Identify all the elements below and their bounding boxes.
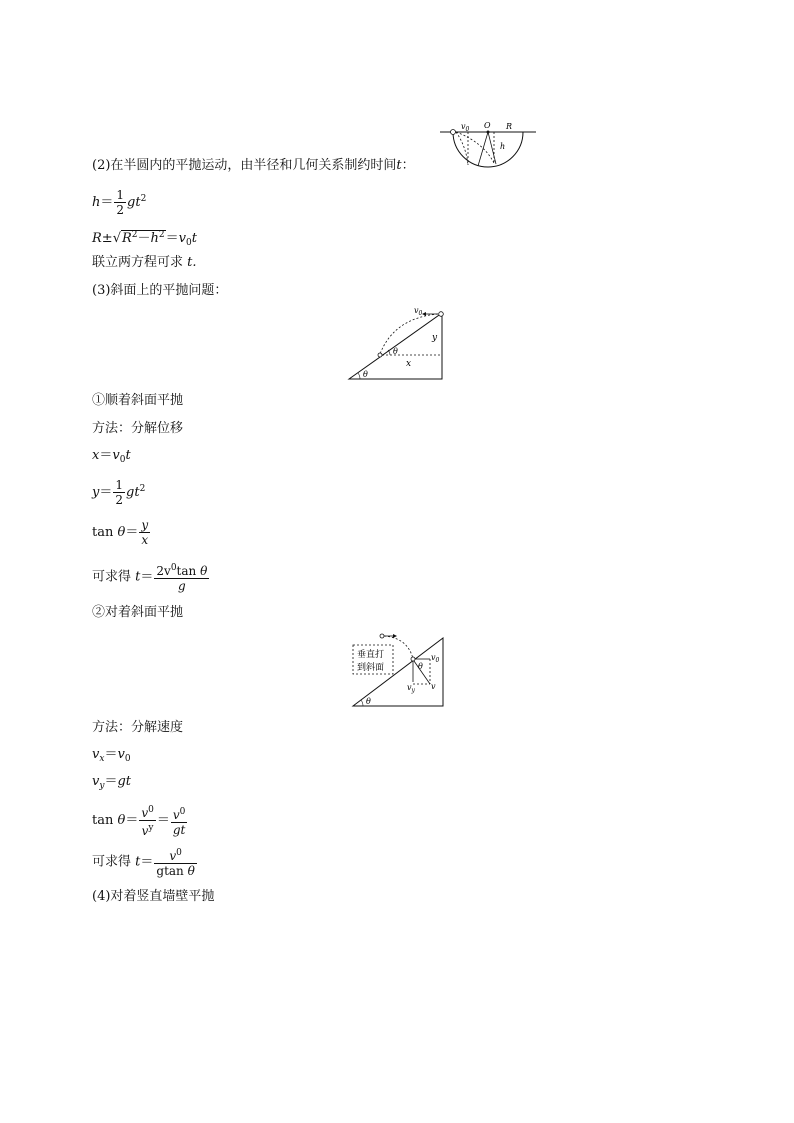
- fraction: $\frac{v^0}{v^y}$: [141, 805, 154, 838]
- fig1-v0-label: $v_0$: [414, 306, 423, 317]
- semicircle-diagram: [438, 118, 538, 174]
- fig1-x-label: x: [406, 359, 412, 369]
- incline-diagram-1: [346, 306, 446, 382]
- fig2-v-label: v: [431, 682, 436, 691]
- case1-eq-tan: tan θ＝ $\frac{y}{x}$: [92, 518, 149, 547]
- fig2-theta-bottom: θ: [366, 697, 371, 706]
- incline-figure-2: [350, 630, 446, 708]
- sec2-eq1: h＝ $\frac{1}{2}$ $gt^2$: [92, 188, 147, 217]
- fig1-theta-bottom: θ: [363, 370, 368, 379]
- sec4-heading: (4)对着竖直墙壁平抛: [92, 889, 215, 904]
- fig2-box-line1: 垂直打: [357, 650, 385, 660]
- fig-h-label: h: [500, 142, 506, 151]
- fig1-y-label: y: [432, 333, 438, 343]
- fig2-box-line2: 到斜面: [357, 663, 385, 673]
- fig2-vx-label: $v_0$: [431, 653, 440, 664]
- sec2-heading: (2)在半圆内的平抛运动，由半径和几何关系制约时间t：: [92, 158, 415, 173]
- case2-eq-vx: $v_x=v_0$: [92, 747, 131, 764]
- fraction: $\frac{1}{2}$: [116, 188, 125, 217]
- fraction: $\frac{v^0}{gt}$: [172, 806, 186, 837]
- semicircle-figure: [438, 118, 538, 174]
- case1-eq-y: y＝ $\frac{1}{2}$ $gt^2$: [92, 478, 146, 507]
- fig2-vy-label: $v_y$: [407, 683, 415, 694]
- incline-diagram-2: [350, 630, 446, 708]
- case2-method: 方法：分解速度: [92, 720, 184, 735]
- case1-title: ①顺着斜面平抛: [92, 393, 184, 408]
- case2-title: ②对着斜面平抛: [92, 605, 184, 620]
- case1-eq-x: $x=v_0t$: [92, 448, 131, 465]
- case2-eq-vy: $v_y=gt$: [92, 774, 132, 791]
- fig1-theta-top: θ: [393, 347, 398, 356]
- fraction: $\frac{2v^0\tan \theta}{g}$: [156, 563, 208, 593]
- case2-result: 可求得 t＝ $\frac{v^0}{\text{gtan θ}}$: [92, 848, 195, 878]
- fraction: $\frac{v^0}{\text{gtan θ}}$: [156, 848, 195, 878]
- sec2-eq2: $R\pm√R^2-h^2=v_0t$: [92, 230, 197, 248]
- fig2-theta-mid: θ: [418, 662, 423, 671]
- fig-o-label: O: [484, 121, 491, 130]
- fraction: $\frac{y}{x}$: [141, 518, 149, 547]
- sqrt-sign: √: [112, 231, 121, 246]
- case1-result: 可求得 t＝ $\frac{2v^0\tan \theta}{g}$: [92, 563, 208, 593]
- fraction: $\frac{1}{2}$: [115, 478, 124, 507]
- fig-r-label: R: [506, 122, 513, 131]
- case2-eq-tan: tan θ＝ $\frac{v^0}{v^y}$ ＝ $\frac{v^0}{gt}$: [92, 805, 186, 838]
- fig-v0-label: $v_0$: [461, 122, 470, 133]
- incline-figure-1: [346, 306, 446, 382]
- sec3-heading: (3)斜面上的平抛问题：: [92, 283, 228, 298]
- case1-method: 方法：分解位移: [92, 421, 184, 436]
- sec2-conclusion: 联立两方程可求 t.: [92, 255, 197, 270]
- sqrt-body: $R^2-h^2$: [122, 230, 165, 246]
